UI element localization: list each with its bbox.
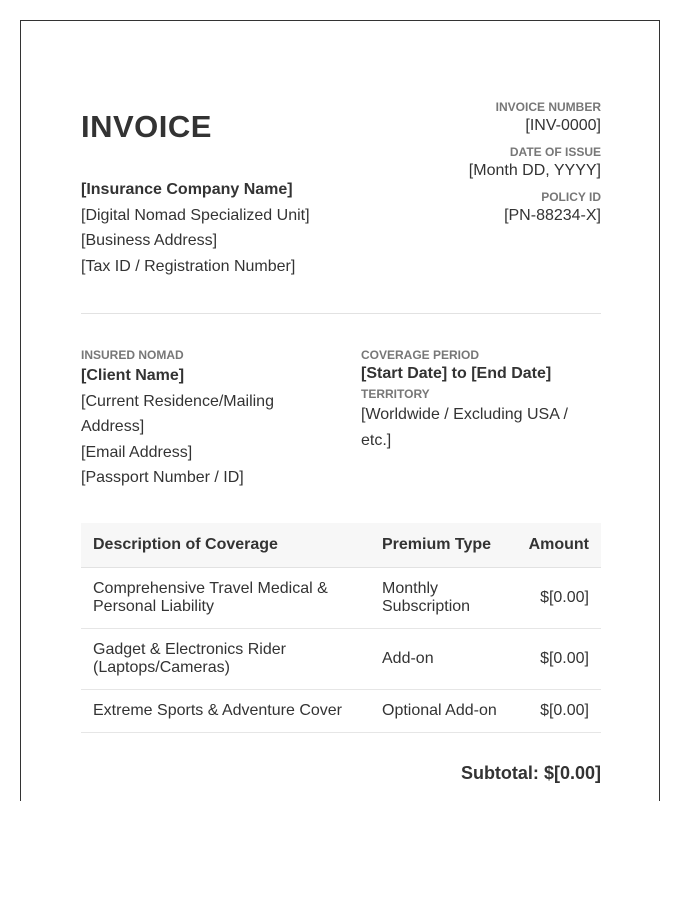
policy-id: [PN-88234-X] — [504, 207, 601, 224]
coverage-table — [81, 523, 601, 733]
invoice-number-label: INVOICE NUMBER — [495, 100, 601, 114]
invoice-number: [INV-0000] — [525, 117, 601, 134]
issuer-address: [Business Address] — [81, 232, 218, 249]
row-amount: $[0.00] — [516, 568, 601, 629]
invoice-title: INVOICE — [81, 109, 212, 144]
subtotal-value: $[0.00] — [543, 763, 601, 783]
row-amount: $[0.00] — [516, 629, 601, 690]
issuer-company-name: [Insurance Company Name] — [81, 181, 293, 198]
invoice-page — [20, 20, 660, 801]
client-address-line1: [Current Residence/Mailing — [81, 392, 274, 410]
row-type-line2: Subscription — [382, 598, 471, 615]
invoice-meta — [469, 99, 601, 234]
section-divider — [81, 313, 601, 314]
policy-id-label: POLICY ID — [541, 190, 601, 204]
date-of-issue-label: DATE OF ISSUE — [509, 145, 601, 159]
row-description-line1: Comprehensive Travel Medical & — [93, 580, 328, 597]
client-name: [Client Name] — [81, 367, 185, 384]
coverage-block — [361, 347, 601, 453]
client-email: [Email Address] — [81, 443, 193, 461]
table-row — [81, 690, 601, 733]
row-type-line1: Monthly — [382, 580, 439, 597]
row-amount: $[0.00] — [516, 690, 601, 733]
header-amount: Amount — [516, 523, 601, 568]
row-description — [81, 629, 370, 690]
coverage-period-label: COVERAGE PERIOD — [361, 348, 480, 362]
coverage-period: [Start Date] to [End Date] — [361, 365, 552, 382]
subtotal-label: Subtotal: — [460, 763, 539, 783]
table-header-row — [81, 523, 601, 568]
territory-line1: [Worldwide / Excluding USA / — [361, 406, 568, 423]
row-premium-type: Add-on — [370, 629, 516, 690]
header-premium-type: Premium Type — [370, 523, 516, 568]
territory-line2: etc.] — [361, 431, 392, 449]
row-description-line2: Personal Liability — [93, 598, 214, 615]
row-description-line2: (Laptops/Cameras) — [93, 659, 230, 676]
insured-label: INSURED NOMAD — [81, 348, 184, 362]
row-description — [81, 568, 370, 629]
client-address-line2: Address] — [81, 418, 145, 435]
issuer-tax-id: [Tax ID / Registration Number] — [81, 257, 296, 275]
date-of-issue: [Month DD, YYYY] — [468, 162, 601, 179]
header-description: Description of Coverage — [81, 523, 370, 568]
subtotal — [461, 763, 601, 784]
issuer-unit: [Digital Nomad Specialized Unit] — [81, 206, 310, 224]
row-description: Extreme Sports & Adventure Cover — [81, 690, 370, 733]
territory-label: TERRITORY — [361, 387, 430, 401]
row-description-line1: Gadget & Electronics Rider — [93, 641, 286, 658]
issuer-block — [81, 177, 310, 279]
insured-block — [81, 347, 341, 491]
row-premium-type: Optional Add-on — [370, 690, 516, 733]
client-passport: [Passport Number / ID] — [81, 469, 244, 486]
row-premium-type — [370, 568, 516, 629]
table-row — [81, 629, 601, 690]
table-row — [81, 568, 601, 629]
